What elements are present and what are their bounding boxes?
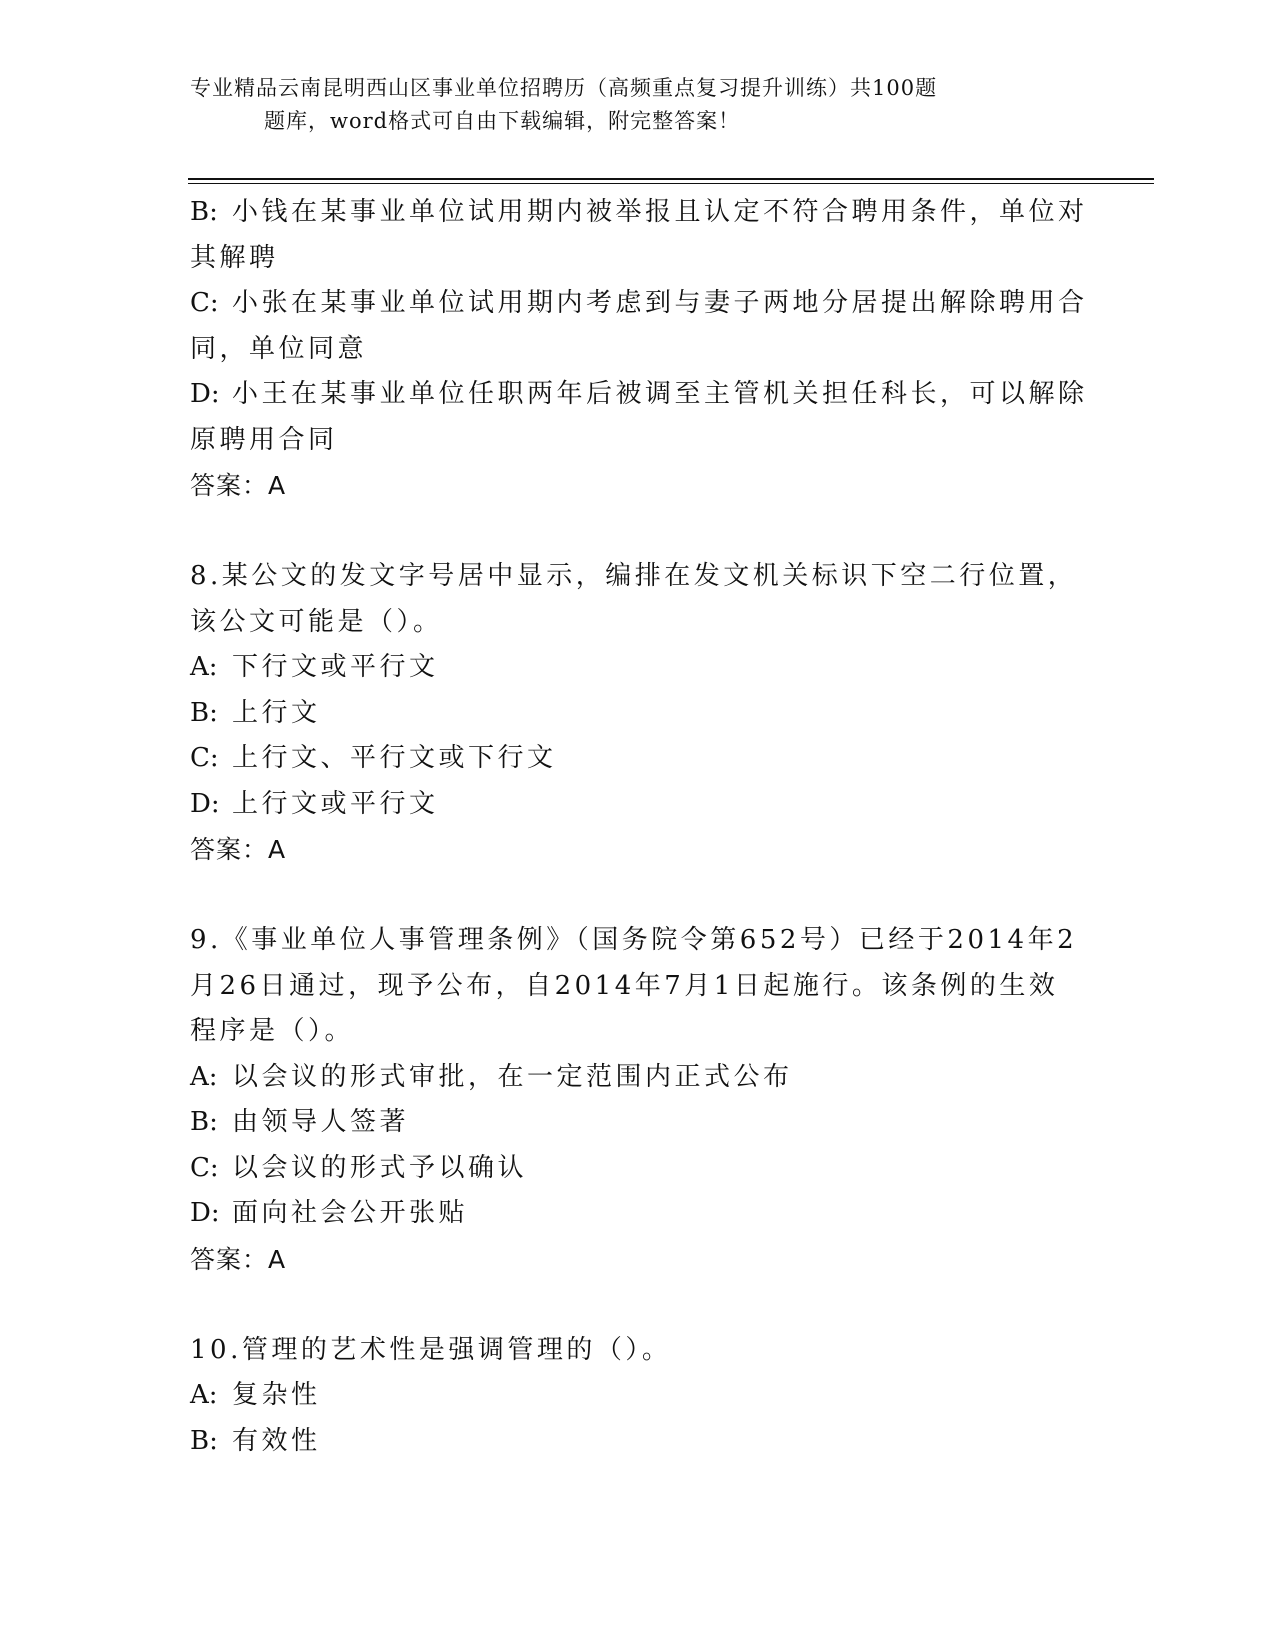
header-rule-thin [188,183,1154,184]
spacer [190,509,1090,555]
option-text: 小王在某事业单位任职两年后被调至主管机关担任科长，可以解除 [232,379,1088,409]
q10-option-b [190,1419,1090,1465]
option-key: A: [190,1380,218,1410]
q7-option-d-continued: 原聘用合同 [190,424,338,455]
question-9 [190,918,1090,1282]
option-key: B: [190,697,218,728]
q7-answer: 答案：A [190,471,287,500]
q7-option-d [190,372,1090,418]
header-rule-thick [188,178,1154,180]
option-text: 以会议的形式审批，在一定范围内正式公布 [232,1061,793,1092]
option-key: A: [190,652,218,682]
option-key: A: [190,1061,218,1092]
option-key: D: [190,379,220,409]
question-content [190,190,1090,1464]
q10-option-a [190,1373,1090,1419]
q7-option-b [190,190,1090,236]
option-key: B: [190,1425,218,1456]
option-key: D: [190,788,220,819]
option-text: 有效性 [232,1425,321,1456]
document-header [190,72,1050,138]
q7-option-c-continued: 同，单位同意 [190,333,368,364]
spacer [190,873,1090,919]
q9-stem-line1: 9.《事业单位人事管理条例》（国务院令第652号）已经于2014年2 [190,925,1078,955]
q8-option-d [190,782,1090,828]
q7-option-c [190,281,1090,327]
spacer [190,1282,1090,1328]
q9-answer: 答案：A [190,1244,287,1274]
q7-option-b-continued: 其解聘 [190,242,279,273]
option-key: B: [190,1107,218,1137]
option-text: 小张在某事业单位试用期内考虑到与妻子两地分居提出解除聘用合 [232,288,1088,318]
q9-option-b [190,1100,1090,1146]
q9-stem-line2: 月26日通过，现予公布，自2014年7月1日起施行。该条例的生效 [190,970,1059,1001]
option-text: 小钱在某事业单位试用期内被举报且认定不符合聘用条件，单位对 [232,197,1088,227]
q9-option-c [190,1146,1090,1192]
option-text: 复杂性 [232,1380,321,1410]
option-text: 由领导人签著 [232,1107,410,1137]
question-8 [190,554,1090,873]
q9-option-d [190,1191,1090,1237]
q10-stem-line1: 10.管理的艺术性是强调管理的（）。 [190,1334,672,1365]
option-key: B: [190,197,218,227]
q8-option-a [190,645,1090,691]
option-key: C: [190,288,219,318]
option-text: 上行文或平行文 [232,788,439,819]
option-key: C: [190,743,219,773]
q9-stem-line3: 程序是（）。 [190,1016,355,1046]
option-text: 面向社会公开张贴 [232,1198,469,1228]
q9-option-a [190,1055,1090,1101]
header-title-line1: 专业精品云南昆明西山区事业单位招聘历（高频重点复习提升训练）共100题 [190,76,938,100]
question-10 [190,1328,1090,1465]
header-title-line2: 题库，word格式可自由下载编辑，附完整答案！ [264,109,741,133]
q8-option-b [190,691,1090,737]
option-key: C: [190,1152,219,1183]
option-text: 上行文 [232,697,321,728]
option-key: D: [190,1198,220,1228]
q8-option-c [190,736,1090,782]
option-text: 下行文或平行文 [232,652,439,682]
option-text: 以会议的形式予以确认 [232,1152,528,1183]
q8-stem-line1: 8.某公文的发文字号居中显示，编排在发文机关标识下空二行位置， [190,561,1078,591]
q8-stem-line2: 该公文可能是（）。 [190,606,443,637]
question-7 [190,190,1090,509]
option-text: 上行文、平行文或下行文 [232,743,557,773]
q8-answer: 答案：A [190,835,287,864]
